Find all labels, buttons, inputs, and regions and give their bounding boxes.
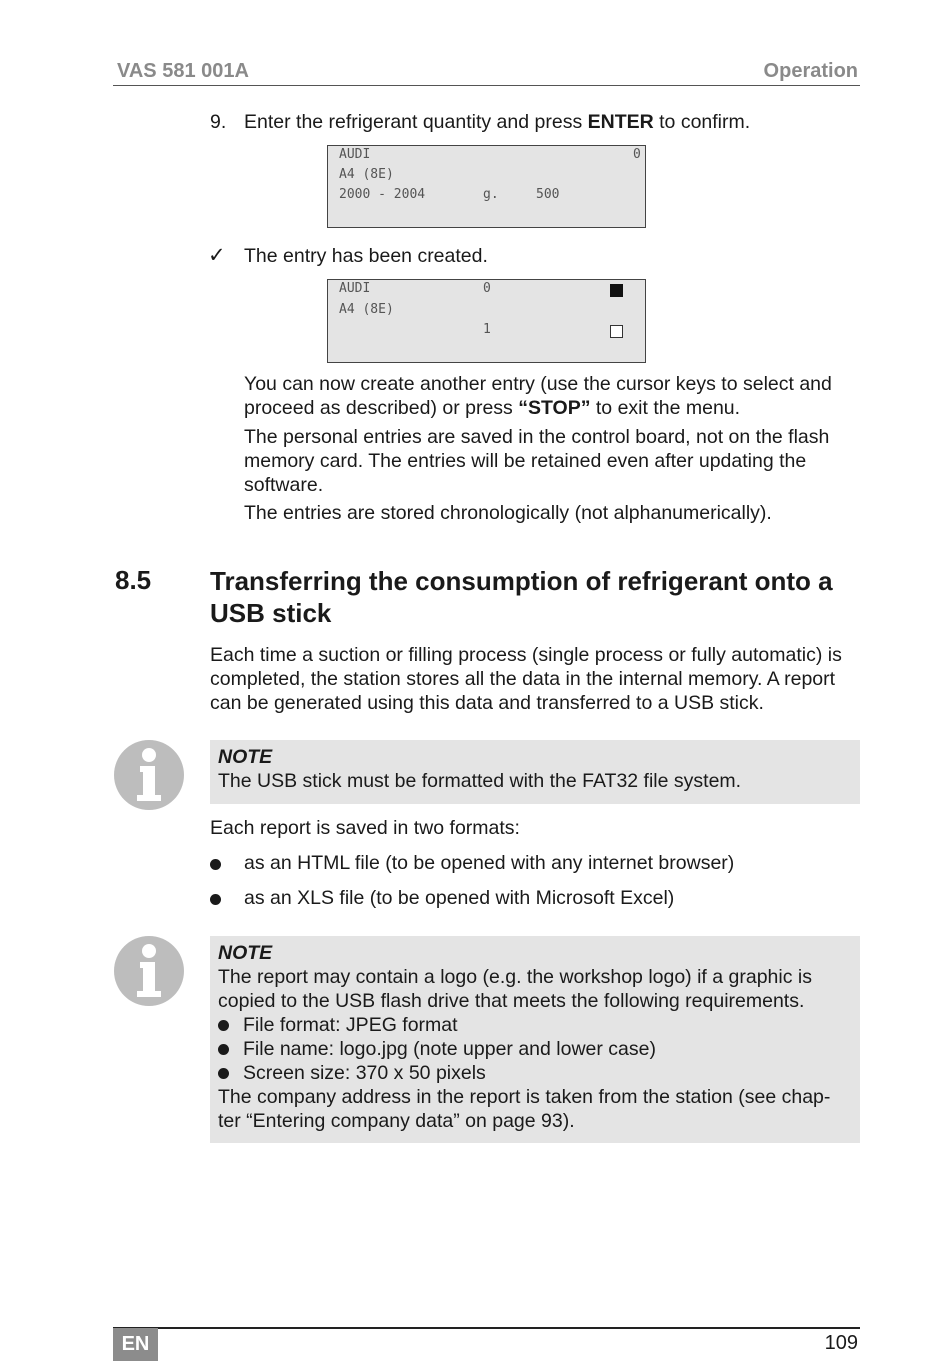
note-text: The report may contain a logo (e.g. the workshop logo) if a graphic is copied to the USB flash drive that meets the following requirements.	[218, 966, 812, 1012]
filled-square-icon	[610, 284, 623, 297]
paragraph-storage: The personal entries are saved in the control board, not on the flash memory card. The entries will be retained even after updating the software.	[244, 426, 830, 496]
check-icon: ✓	[208, 244, 226, 267]
bullet-icon	[210, 892, 221, 910]
doc-code: VAS 581 001A	[117, 60, 249, 82]
bullet-icon	[218, 1044, 229, 1055]
info-icon	[113, 935, 185, 1007]
page-number: 109	[824, 1332, 858, 1354]
lcd-unit: g.	[483, 187, 499, 202]
footer-divider	[113, 1327, 860, 1329]
section-number: 8.5	[115, 565, 152, 595]
bullet-icon	[218, 1068, 229, 1079]
list-item: as an HTML file (to be opened with any internet browser)	[244, 852, 735, 874]
lcd-index: 1	[483, 322, 491, 337]
lcd-quantity: 500	[536, 187, 560, 202]
stop-key: “STOP”	[518, 397, 591, 419]
note-box	[210, 936, 860, 1143]
result-text: The entry has been created.	[244, 245, 488, 267]
note-title: NOTE	[218, 746, 273, 768]
section-intro: Each time a suction or filling process (single process or fully automatic) is completed, the station stores all the data in the internal memory. A report can be generated using this data and transferred to a USB stick.	[210, 644, 842, 714]
paragraph-next-entry-pre: You can now create another entry (use the cursor keys to select and proceed as described) or press	[244, 373, 832, 419]
note-text: The USB stick must be formatted with the FAT32 file system.	[218, 770, 742, 792]
bullet-icon	[218, 1020, 229, 1031]
note-footer-line: The company address in the report is taken from the station (see chap-	[218, 1086, 831, 1108]
language-badge: EN	[113, 1328, 158, 1361]
lcd-display-entry	[327, 145, 646, 228]
note-box	[210, 740, 860, 804]
paragraph-next-entry	[244, 372, 860, 420]
step-text	[244, 110, 844, 134]
bullet-icon	[210, 857, 221, 875]
step-text-key: ENTER	[587, 111, 654, 133]
lcd-count: 0	[633, 147, 641, 162]
lcd-model: A4 (8E)	[339, 167, 394, 182]
section-title: Transferring the consumption of refrigerant onto a USB stick	[210, 566, 833, 628]
formats-intro: Each report is saved in two formats:	[210, 817, 520, 839]
lcd-display-list	[327, 279, 646, 363]
note-list-item: Screen size: 370 x 50 pixels	[218, 1061, 852, 1085]
paragraph-order: The entries are stored chronologically (not alphanumerically).	[244, 502, 772, 524]
lcd-count: 0	[483, 281, 491, 296]
lcd-make: AUDI	[339, 147, 371, 162]
note-list-item: File name: logo.jpg (note upper and lower case)	[218, 1037, 852, 1061]
paragraph-next-entry-post: to exit the menu.	[590, 397, 741, 419]
lcd-model: A4 (8E)	[339, 302, 394, 317]
lcd-make: AUDI	[339, 281, 371, 296]
chapter-name: Operation	[763, 60, 858, 82]
note-list-item: File format: JPEG format	[218, 1013, 852, 1037]
header-divider	[113, 85, 860, 86]
empty-square-icon	[610, 325, 623, 338]
note-footer-line: ter “Entering company data” on page 93).	[218, 1110, 575, 1132]
list-item: as an XLS file (to be opened with Microsoft Excel)	[244, 887, 675, 909]
step-text-post: to confirm.	[653, 111, 751, 133]
step-number: 9.	[210, 111, 227, 133]
step-text-pre: Enter the refrigerant quantity and press	[244, 111, 588, 133]
note-title: NOTE	[218, 942, 273, 964]
info-icon	[113, 739, 185, 811]
lcd-years: 2000 - 2004	[339, 187, 426, 202]
